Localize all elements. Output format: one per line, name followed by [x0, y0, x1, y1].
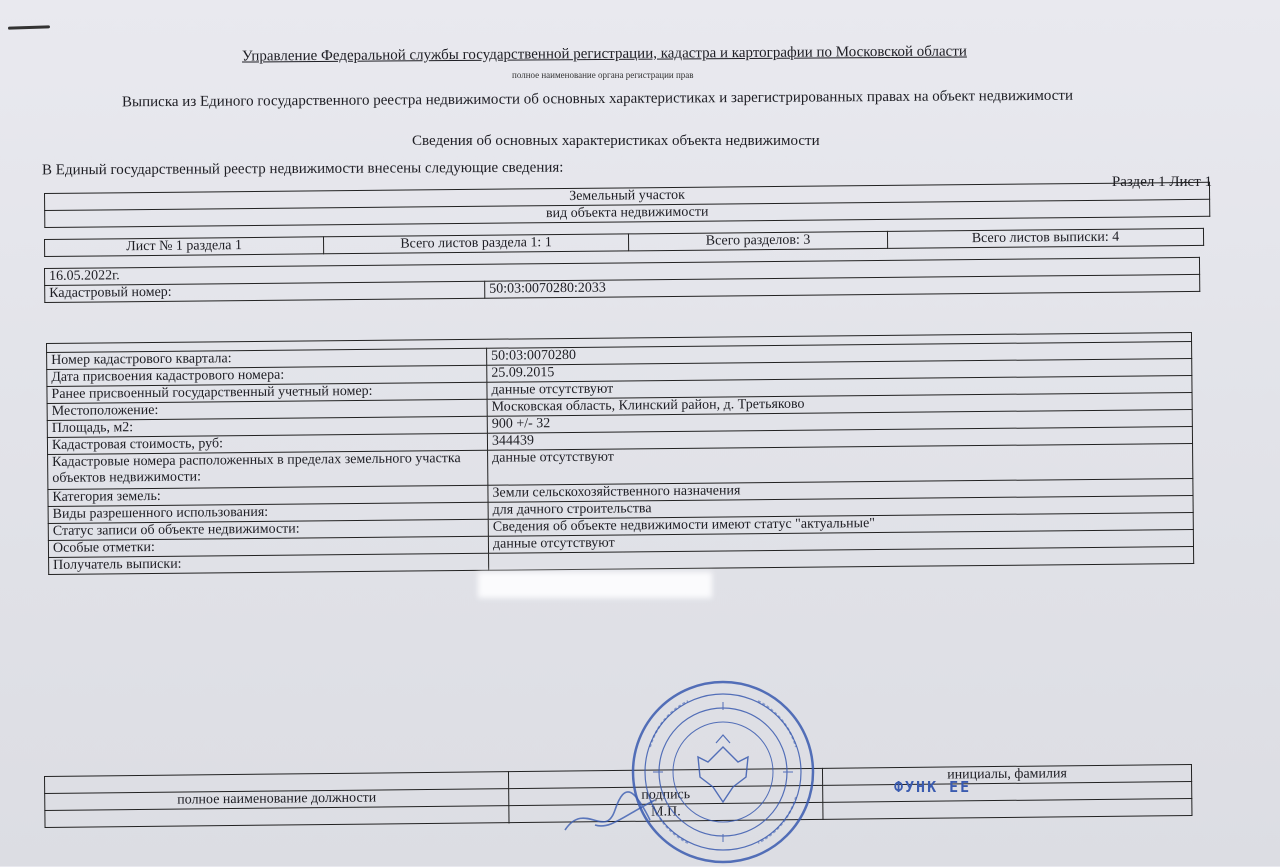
detail-label: Кадастровая стоимость, руб:	[47, 433, 487, 454]
detail-value: Московская область, Клинский район, д. Третьяково	[487, 393, 1192, 417]
document-subtitle: Сведения об основных характеристиках объекта недвижимости	[412, 133, 820, 149]
detail-label: Местоположение:	[47, 399, 487, 420]
object-type-caption: вид объекта недвижимости	[45, 199, 1210, 227]
detail-label: Кадастровые номера расположенных в пределах земельного участка объектов недвижимости:	[48, 450, 488, 489]
authority-caption: полное наименование органа регистрации прав	[512, 70, 694, 80]
detail-value: данные отсутствуют	[488, 443, 1193, 485]
cadastral-value: 50:03:0070280:2033	[485, 274, 1200, 298]
detail-label: Получатель выписки:	[49, 553, 489, 574]
cadastral-table	[44, 257, 1200, 303]
detail-value: 344439	[487, 426, 1192, 450]
cadastral-label: Кадастровый номер:	[45, 281, 485, 302]
detail-label: Площадь, м2:	[47, 416, 487, 437]
detail-label: Статус записи об объекте недвижимости:	[48, 519, 488, 540]
detail-value: 900 +/- 32	[487, 410, 1192, 434]
detail-value: 50:03:0070280	[487, 342, 1192, 366]
sheet-info-table	[44, 228, 1204, 257]
document-title: Выписка из Единого государственного реестра недвижимости об основных характеристиках и зарегистрированных правах на объект недвижимости	[121, 87, 1074, 111]
total-sheets-section: Всего листов раздела 1: 1	[323, 234, 628, 254]
detail-label: Дата присвоения кадастрового номера:	[47, 365, 487, 386]
extract-date: 16.05.2022г.	[45, 257, 1200, 285]
signer-name: ФУНК ЕЕ	[894, 778, 972, 796]
signature-caption: подпись	[509, 785, 823, 805]
detail-label: Ранее присвоенный государственный учетный номер:	[47, 382, 487, 403]
pen-mark	[8, 25, 50, 29]
detail-label: Особые отметки:	[48, 536, 488, 557]
detail-value: данные отсутствуют	[488, 529, 1193, 553]
section-label: Раздел 1 Лист 1	[1111, 174, 1212, 190]
authority-name: Управление Федеральной службы государственной регистрации, кадастра и картографии по Московской области	[241, 43, 967, 65]
empty-cell	[823, 798, 1192, 819]
detail-value: Земли сельскохозяйственного назначения	[488, 478, 1193, 502]
detail-value: Сведения об объекте недвижимости имеют статус "актуальные"	[488, 512, 1193, 536]
detail-value: для дачного строительства	[488, 495, 1193, 519]
detail-label: Категория земель:	[48, 485, 488, 506]
name-caption: инициалы, фамилия	[822, 764, 1191, 785]
total-sections: Всего разделов: 3	[628, 231, 887, 250]
detail-label: Номер кадастрового квартала:	[47, 348, 487, 369]
stamp-label: М.П.	[509, 802, 823, 822]
detail-value: данные отсутствуют	[487, 376, 1192, 400]
object-type-table	[44, 182, 1210, 228]
detail-value: 25.09.2015	[487, 359, 1192, 383]
object-type: Земельный участок	[45, 182, 1210, 210]
intro-text: В Единый государственный реестр недвижимости внесены следующие сведения:	[41, 159, 564, 179]
empty-cell	[45, 806, 509, 828]
official-stamp-icon	[628, 677, 818, 867]
position-caption: полное наименование должности	[45, 789, 509, 811]
redacted-recipient	[478, 572, 712, 598]
total-sheets: Всего листов выписки: 4	[887, 228, 1203, 248]
details-table	[46, 332, 1194, 575]
sheet-number: Лист № 1 раздела 1	[45, 237, 324, 257]
detail-label: Виды разрешенного использования:	[48, 502, 488, 523]
